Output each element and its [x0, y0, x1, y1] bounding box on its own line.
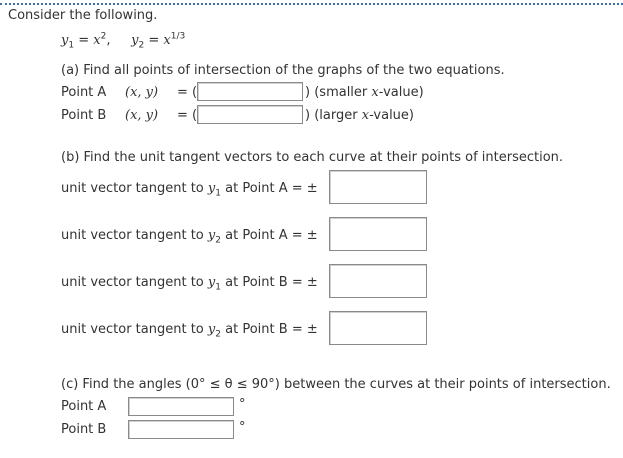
- part-c-point-b-label: Point B: [61, 422, 107, 437]
- y2-var: y: [131, 33, 139, 48]
- tangent-y2-point-b-input[interactable]: [329, 311, 427, 345]
- y2-sub: 2: [138, 40, 145, 51]
- tangent-row-4-label: unit vector tangent to $y_2$ at Point B = ±: [61, 322, 318, 340]
- point-b-coordinates-input[interactable]: [197, 105, 303, 124]
- part-b-prompt: (b) Find the unit tangent vectors to each curve at their points of intersection.: [61, 150, 564, 165]
- tangent-y2-point-a-input[interactable]: [329, 217, 427, 251]
- part-c-prompt: (c) Find the angles (0° ≤ θ ≤ 90°) between the curves at their points of intersection.: [61, 377, 611, 392]
- part-a-point-b-label: Point B: [61, 108, 107, 123]
- top-dotted-divider: [0, 3, 623, 5]
- part-a-point-a-label: Point A: [61, 85, 107, 100]
- y1-rhs-exp: 2: [100, 31, 107, 42]
- tangent-y1-point-b-input[interactable]: [329, 264, 427, 298]
- part-c-point-a-label: Point A: [61, 399, 107, 414]
- tangent-row-3-label: unit vector tangent to $y_1$ at Point B = ±: [61, 275, 318, 293]
- tangent-y1-point-a-input[interactable]: [329, 170, 427, 204]
- intro-text: Consider the following.: [8, 8, 158, 23]
- angle-point-a-degree-unit: °: [239, 397, 246, 412]
- part-a-point-b-coord: (x, y): [125, 108, 159, 123]
- y1-var: y: [61, 33, 69, 48]
- equations: $y_1 = x^2$, $y_2 = x^{1/3}$: [61, 31, 186, 51]
- part-a-point-a-equals: = (: [177, 85, 198, 100]
- part-a-point-b-hint: ) (larger x-value): [305, 108, 414, 123]
- part-a-point-a-coord: (x, y): [125, 85, 159, 100]
- angle-point-b-degree-unit: °: [239, 420, 246, 435]
- point-a-coordinates-input[interactable]: [197, 82, 303, 101]
- part-a-prompt: (a) Find all points of intersection of the graphs of the two equations.: [61, 63, 505, 78]
- y2-rhs-base: x: [163, 33, 171, 48]
- part-a-point-a-hint: ) (smaller x-value): [305, 85, 424, 100]
- angle-point-a-input[interactable]: [128, 397, 234, 416]
- y1-sub: 1: [68, 40, 75, 51]
- part-a-point-b-equals: = (: [177, 108, 198, 123]
- angle-point-b-input[interactable]: [128, 420, 234, 439]
- tangent-row-2-label: unit vector tangent to $y_2$ at Point A = ±: [61, 228, 318, 246]
- y1-rhs-base: x: [93, 33, 101, 48]
- y2-rhs-exp: 1/3: [170, 31, 186, 42]
- tangent-row-1-label: unit vector tangent to $y_1$ at Point A = ±: [61, 181, 318, 199]
